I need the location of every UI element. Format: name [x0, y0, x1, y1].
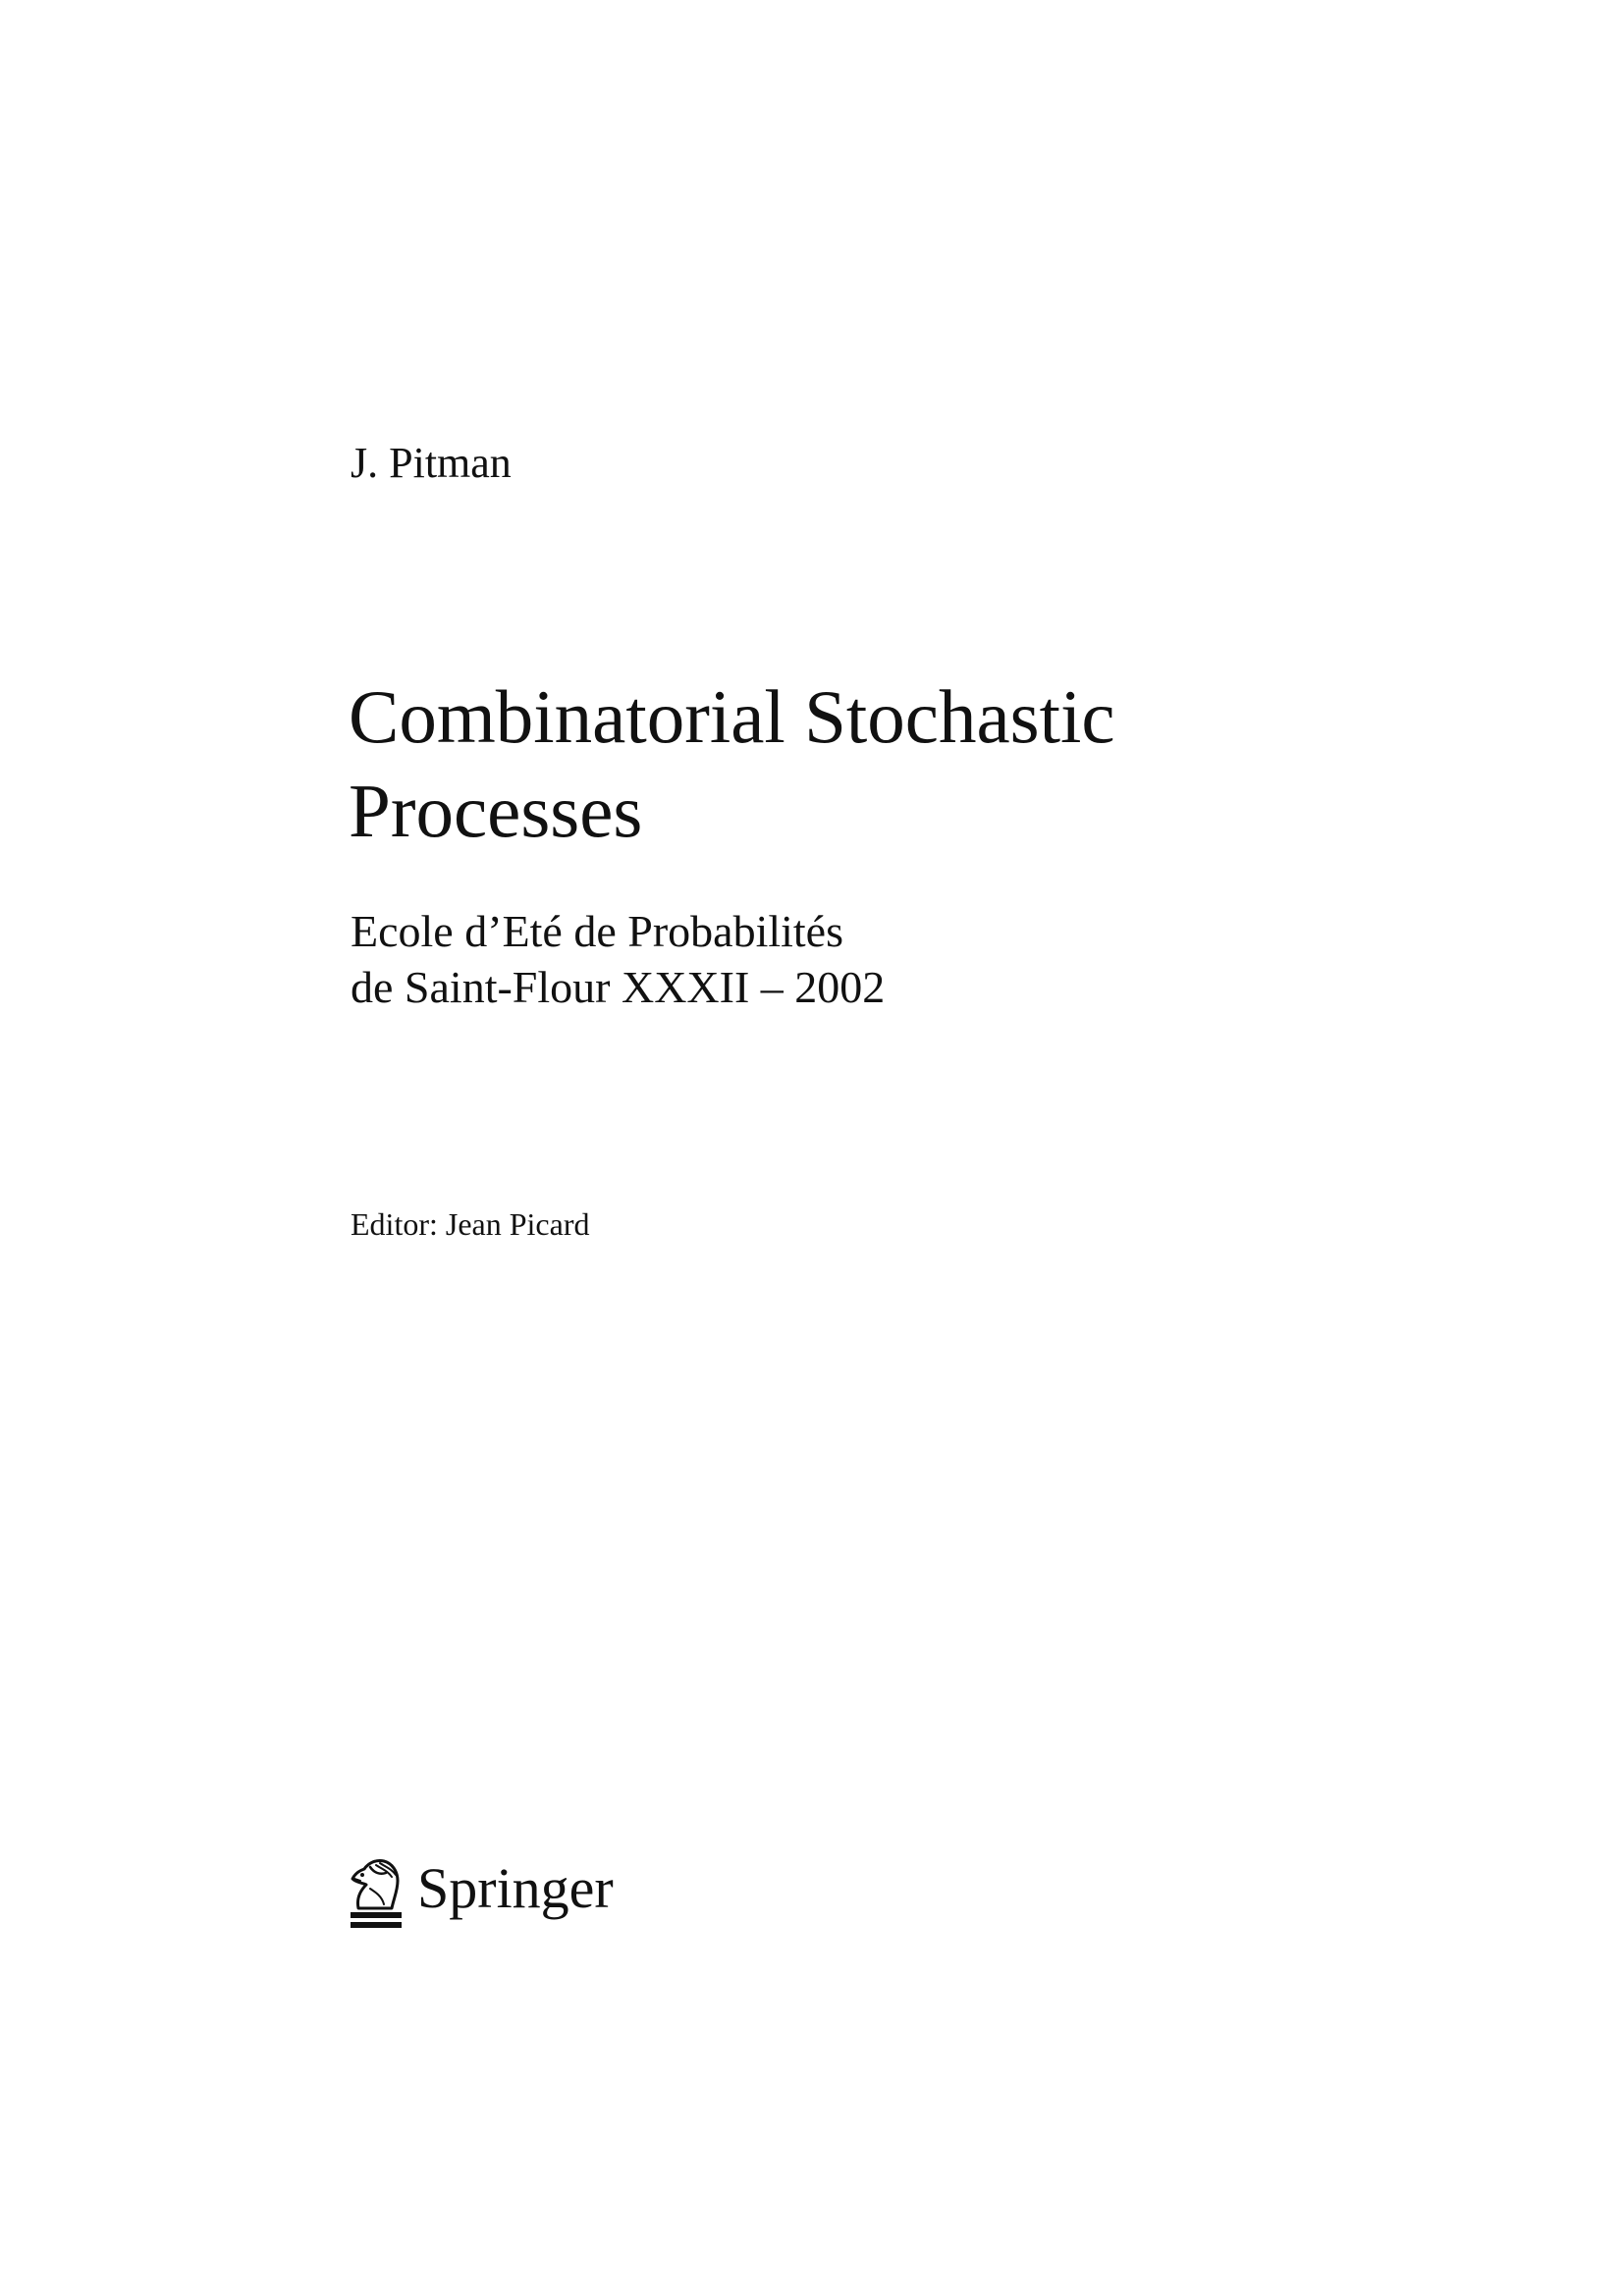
book-subtitle-line-2: de Saint-Flour XXXII – 2002 — [351, 962, 886, 1012]
publisher-name: Springer — [417, 1856, 614, 1920]
publisher-imprint — [341, 1853, 614, 1932]
editor-credit: Editor: Jean Picard — [351, 1206, 590, 1242]
springer-knight-icon — [341, 1853, 409, 1932]
book-subtitle — [351, 903, 885, 1015]
book-title-line-2: Processes — [349, 769, 643, 853]
book-title-line-1: Combinatorial Stochastic — [349, 674, 1115, 759]
book-subtitle-line-1: Ecole d’Eté de Probabilités — [351, 906, 844, 956]
book-title — [349, 669, 1115, 858]
author-name: J. Pitman — [351, 439, 512, 487]
